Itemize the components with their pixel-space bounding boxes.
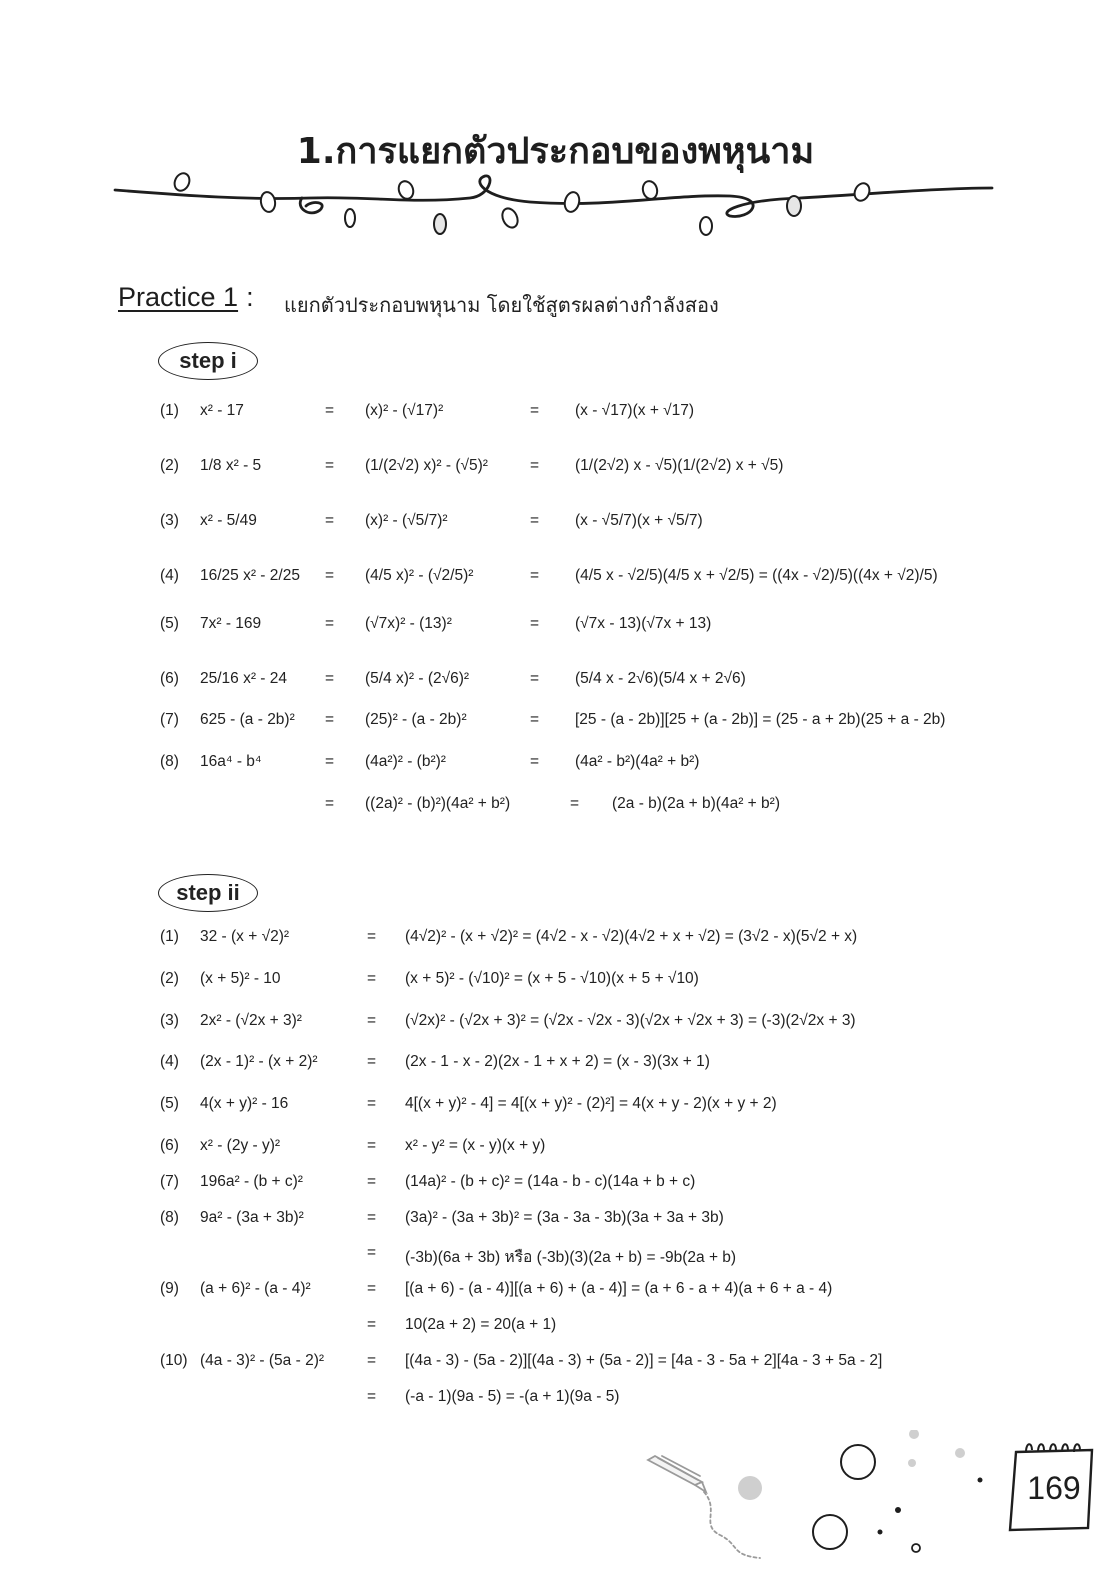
problem-number: (5) xyxy=(160,1095,179,1112)
problem-expression: x² - 17 xyxy=(200,402,244,419)
difference-of-squares-step: (25)² - (a - 2b)² xyxy=(365,711,467,728)
difference-of-squares-step: (4a²)² - (b²)² xyxy=(365,753,446,770)
difference-of-squares-step: (4/5 x)² - (√2/5)² xyxy=(365,567,474,584)
problem-number: (1) xyxy=(160,928,179,945)
page-title: 1.การแยกตัวประกอบของพหุนาม xyxy=(296,131,815,172)
equals-sign: = xyxy=(530,753,540,770)
equals-sign: = xyxy=(325,512,335,529)
equals-sign: = xyxy=(367,1095,377,1112)
problem-number: (6) xyxy=(160,1137,179,1154)
problem-expression: x² - 5/49 xyxy=(200,512,257,529)
problem-expression: x² - (2y - y)² xyxy=(200,1137,281,1154)
factoring-work: (-3b)(6a + 3b) หรือ (-3b)(3)(2a + b) = -9b(2a + b) xyxy=(405,1249,737,1266)
problem-expression: 196a² - (b + c)² xyxy=(200,1173,303,1190)
factored-result: (x - √5/7)(x + √5/7) xyxy=(575,512,703,529)
equals-sign: = xyxy=(325,567,335,584)
practice-label: Practice 1 xyxy=(118,282,239,312)
problem-expression: 7x² - 169 xyxy=(200,615,262,632)
step-i-badge: step i xyxy=(158,342,258,380)
problem-expression: 16a⁴ - b⁴ xyxy=(200,753,262,770)
equals-sign: = xyxy=(570,795,580,812)
equals-sign: = xyxy=(367,1388,377,1405)
practice-colon: : xyxy=(246,282,254,312)
factoring-work: (14a)² - (b + c)² = (14a - b - c)(14a + b + c) xyxy=(405,1173,696,1190)
problem-number: (2) xyxy=(160,970,179,987)
difference-of-squares-step: (5/4 x)² - (2√6)² xyxy=(365,670,470,687)
difference-of-squares-step: (x)² - (√17)² xyxy=(365,402,444,419)
problem-number: (2) xyxy=(160,457,179,474)
equals-sign: = xyxy=(325,457,335,474)
problem-number: (3) xyxy=(160,512,179,529)
factored-result: (x - √17)(x + √17) xyxy=(575,402,695,419)
problem-expression: 9a² - (3a + 3b)² xyxy=(200,1209,304,1226)
factoring-work: 4[(x + y)² - 4] = 4[(x + y)² - (2)²] = 4(x + y - 2)(x + y + 2) xyxy=(405,1095,777,1112)
equals-sign: = xyxy=(530,512,540,529)
problem-expression: (2x - 1)² - (x + 2)² xyxy=(200,1053,318,1070)
problem-number: (5) xyxy=(160,615,179,632)
equals-sign: = xyxy=(367,1137,377,1154)
factoring-work: [(4a - 3) - (5a - 2)][(4a - 3) + (5a - 2)] = [4a - 3 - 5a + 2][4a - 3 + 5a - 2] xyxy=(405,1352,883,1369)
problem-number: (4) xyxy=(160,1053,179,1070)
problem-number: (8) xyxy=(160,1209,179,1226)
equals-sign: = xyxy=(367,1012,377,1029)
factoring-work: (√2x)² - (√2x + 3)² = (√2x - √2x - 3)(√2x + √2x + 3) = (-3)(2√2x + 3) xyxy=(405,1012,856,1029)
difference-of-squares-step: (√7x)² - (13)² xyxy=(365,615,452,632)
problem-expression: (a + 6)² - (a - 4)² xyxy=(200,1280,311,1297)
equals-sign: = xyxy=(367,1244,377,1261)
equals-sign: = xyxy=(530,711,540,728)
problem-number: (7) xyxy=(160,1173,179,1190)
equals-sign: = xyxy=(325,670,335,687)
step-ii-badge: step ii xyxy=(158,874,258,912)
equals-sign: = xyxy=(367,928,377,945)
difference-of-squares-step: (1/(2√2) x)² - (√5)² xyxy=(365,457,488,474)
equals-sign: = xyxy=(325,615,335,632)
equals-sign: = xyxy=(530,402,540,419)
problem-expression: 1/8 x² - 5 xyxy=(200,457,262,474)
problem-expression: 625 - (a - 2b)² xyxy=(200,711,295,728)
problem-number: (8) xyxy=(160,753,179,770)
equals-sign: = xyxy=(530,615,540,632)
equals-sign: = xyxy=(530,567,540,584)
factoring-work: (2x - 1 - x - 2)(2x - 1 + x + 2) = (x - 3)(3x + 1) xyxy=(405,1053,710,1070)
equals-sign: = xyxy=(325,753,335,770)
pencil-icon xyxy=(640,1430,1000,1570)
problem-number: (7) xyxy=(160,711,179,728)
factoring-work: (x + 5)² - (√10)² = (x + 5 - √10)(x + 5 + √10) xyxy=(405,970,699,987)
equals-sign: = xyxy=(367,1352,377,1369)
equals-sign: = xyxy=(530,670,540,687)
equals-sign: = xyxy=(325,402,335,419)
factoring-work: x² - y² = (x - y)(x + y) xyxy=(405,1137,546,1154)
problem-number: (10) xyxy=(160,1352,188,1369)
problem-expression: (4a - 3)² - (5a - 2)² xyxy=(200,1352,325,1369)
problem-expression: 32 - (x + √2)² xyxy=(200,928,290,945)
problem-number: (3) xyxy=(160,1012,179,1029)
equals-sign: = xyxy=(367,970,377,987)
factored-result: (√7x - 13)(√7x + 13) xyxy=(575,615,712,632)
factored-result: (5/4 x - 2√6)(5/4 x + 2√6) xyxy=(575,670,746,687)
factored-result: (1/(2√2) x - √5)(1/(2√2) x + √5) xyxy=(575,457,784,474)
difference-of-squares-step: (x)² - (√5/7)² xyxy=(365,512,448,529)
problem-number: (9) xyxy=(160,1280,179,1297)
lightbulb-vine-icon xyxy=(110,168,1000,243)
problem-number: (4) xyxy=(160,567,179,584)
equals-sign: = xyxy=(367,1209,377,1226)
difference-of-squares-step: ((2a)² - (b)²)(4a² + b²) xyxy=(365,795,511,812)
problem-expression: 4(x + y)² - 16 xyxy=(200,1095,289,1112)
problem-number: (6) xyxy=(160,670,179,687)
factored-result: (4a² - b²)(4a² + b²) xyxy=(575,753,700,770)
equals-sign: = xyxy=(367,1280,377,1297)
factored-result: (4/5 x - √2/5)(4/5 x + √2/5) = ((4x - √2)/5)((4x + √2)/5) xyxy=(575,567,938,584)
factoring-work: 10(2a + 2) = 20(a + 1) xyxy=(405,1316,557,1333)
page-number: 169 xyxy=(1027,1470,1081,1506)
equals-sign: = xyxy=(325,795,335,812)
factored-result: [25 - (a - 2b)][25 + (a - 2b)] = (25 - a + 2b)(25 + a - 2b) xyxy=(575,711,946,728)
practice-heading xyxy=(118,282,254,313)
factoring-work: (3a)² - (3a + 3b)² = (3a - 3a - 3b)(3a + 3a + 3b) xyxy=(405,1209,724,1226)
equals-sign: = xyxy=(325,711,335,728)
practice-instruction: แยกตัวประกอบพหุนาม โดยใช้สูตรผลต่างกำลังสอง xyxy=(284,293,719,317)
equals-sign: = xyxy=(367,1173,377,1190)
problem-expression: 16/25 x² - 2/25 xyxy=(200,567,300,584)
problem-expression: 2x² - (√2x + 3)² xyxy=(200,1012,302,1029)
factoring-work: [(a + 6) - (a - 4)][(a + 6) + (a - 4)] = (a + 6 - a + 4)(a + 6 + a - 4) xyxy=(405,1280,833,1297)
problem-number: (1) xyxy=(160,402,179,419)
equals-sign: = xyxy=(530,457,540,474)
problem-expression: (x + 5)² - 10 xyxy=(200,970,281,987)
equals-sign: = xyxy=(367,1053,377,1070)
factoring-work: (-a - 1)(9a - 5) = -(a + 1)(9a - 5) xyxy=(405,1388,620,1405)
equals-sign: = xyxy=(367,1316,377,1333)
factored-result: (2a - b)(2a + b)(4a² + b²) xyxy=(612,795,780,812)
problem-expression: 25/16 x² - 24 xyxy=(200,670,288,687)
factoring-work: (4√2)² - (x + √2)² = (4√2 - x - √2)(4√2 + x + √2) = (3√2 - x)(5√2 + x) xyxy=(405,928,858,945)
